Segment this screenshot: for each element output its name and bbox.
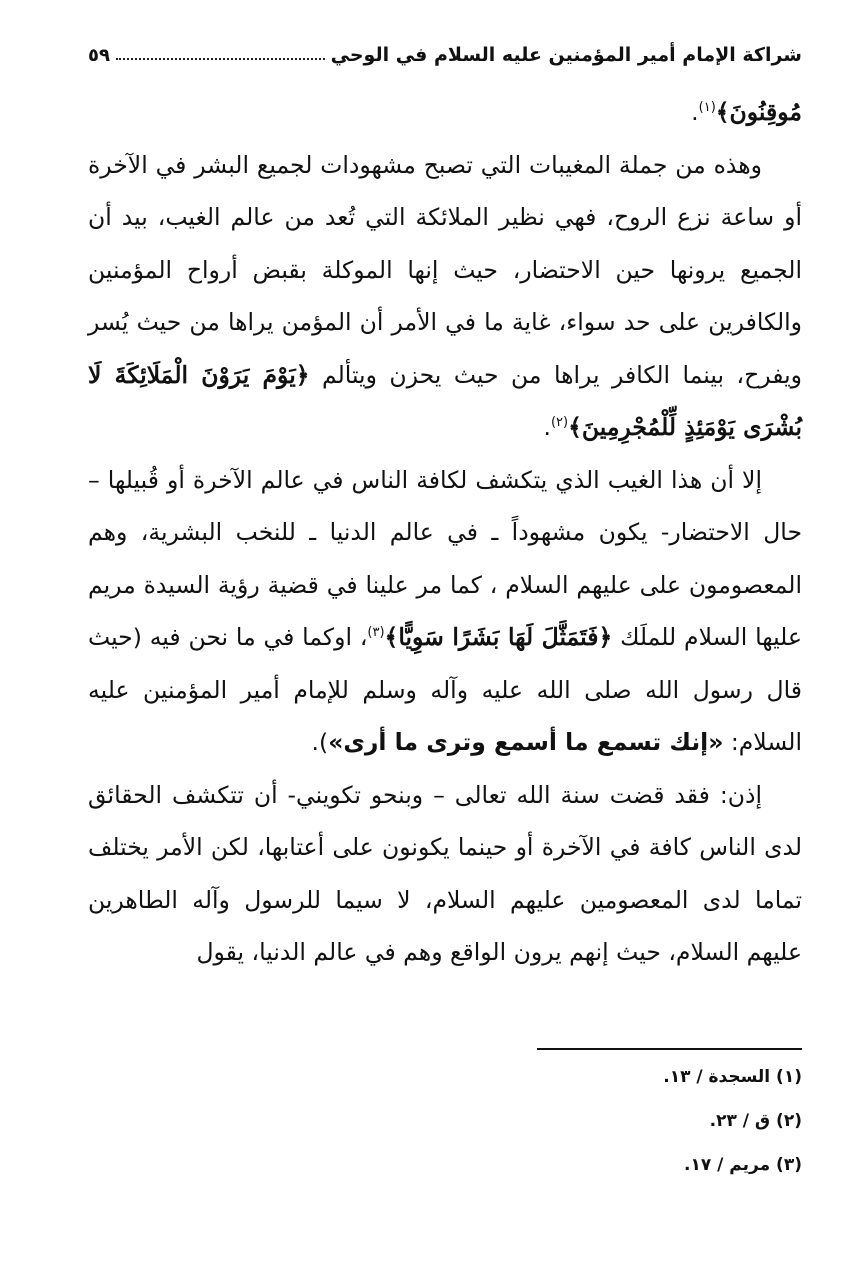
footnote-divider [537, 1048, 802, 1050]
paragraph-3-end: ). [311, 728, 329, 756]
paragraph-1-end: . [691, 98, 699, 126]
body-text [88, 86, 802, 979]
footnote-ref-2[interactable]: (٢) [550, 415, 569, 431]
footnotes [88, 1062, 802, 1194]
paragraph-4 [88, 769, 802, 979]
footnote-ref-1[interactable]: (١) [698, 100, 716, 116]
running-header [88, 36, 802, 66]
paragraph-2-end: . [543, 413, 551, 441]
footnote-3: (٣) مريم / ١٧. [684, 1155, 802, 1175]
paragraph-2-text: وهذه من جملة المغيبات التي تصبح مشهودات لجميع البشر في الآخرة أو ساعة نزع الروح، فهي نظير الملائكة التي تُعد من عالم الغيب، بيد أن الجميع يرونها حين الاحتضار، حيث إنها الموكلة بقبض أرواح المؤمنين والكافرين على حد سواء، غاية ما في الأمر أن المؤمن يراها من حيث يُسر ويفرح، بينما الكافر يراها من حيث يحزن ويتألم [88, 150, 802, 389]
paragraph-1 [88, 86, 802, 139]
paragraph-4-text: إذن: فقد قضت سنة الله تعالى – وبنحو تكويني- أن تتكشف الحقائق لدى الناس كافة في الآخرة أو حينما يكونون على أعتابها، لكن الأمر يختلف تماما لدى المعصومين عليهم السلام، لا سيما للرسول وآله الطاهرين عليهم السلام، حيث إنهم يرون الواقع وهم في عالم الدنيا، يقول [88, 780, 802, 966]
footnote-2: (٢) ق / ٢٣. [709, 1111, 802, 1131]
footnote-ref-3[interactable]: (٣) [367, 625, 385, 641]
page-number: ٥٩ [88, 45, 110, 66]
paragraph-3-text-b: ، اوكما في ما نحن فيه (حيث قال رسول الله صلى الله عليه وآله وسلم للإمام أمير المؤمنين عليه السلام: [88, 623, 802, 756]
header-title: شراكة الإمام أمير المؤمنين عليه السلام في الوحي [330, 44, 802, 66]
paragraph-3-text-a: إلا أن هذا الغيب الذي يتكشف لكافة الناس في عالم الآخرة أو قُبيلها – حال الاحتضار- يكون مشهوداً ـ في عالم الدنيا ـ للنخب البشرية، وهم المعصومون على عليهم السلام ، كما مر علينا في قضية رؤية السيدة مريم عليها السلام للملَك [88, 465, 802, 651]
hadith-quote: «إنك تسمع ما أسمع وترى ما أرى» [328, 728, 724, 756]
quran-quote-1: مُوقِنُونَ﴾ [715, 98, 802, 126]
quran-quote-3: ﴿فَتَمَثَّلَ لَهَا بَشَرًا سَوِيًّا﴾ [384, 623, 613, 651]
paragraph-3 [88, 454, 802, 769]
quran-quote-2: ﴿يَوْمَ يَرَوْنَ الْمَلَائِكَةَ لَا بُشْرَى يَوْمَئِذٍ لِّلْمُجْرِمِينَ﴾ [88, 360, 802, 441]
footnote-1: (١) السجدة / ١٣. [663, 1067, 802, 1087]
header-dot-leader [116, 58, 325, 60]
paragraph-2 [88, 139, 802, 454]
page [88, 0, 802, 1270]
